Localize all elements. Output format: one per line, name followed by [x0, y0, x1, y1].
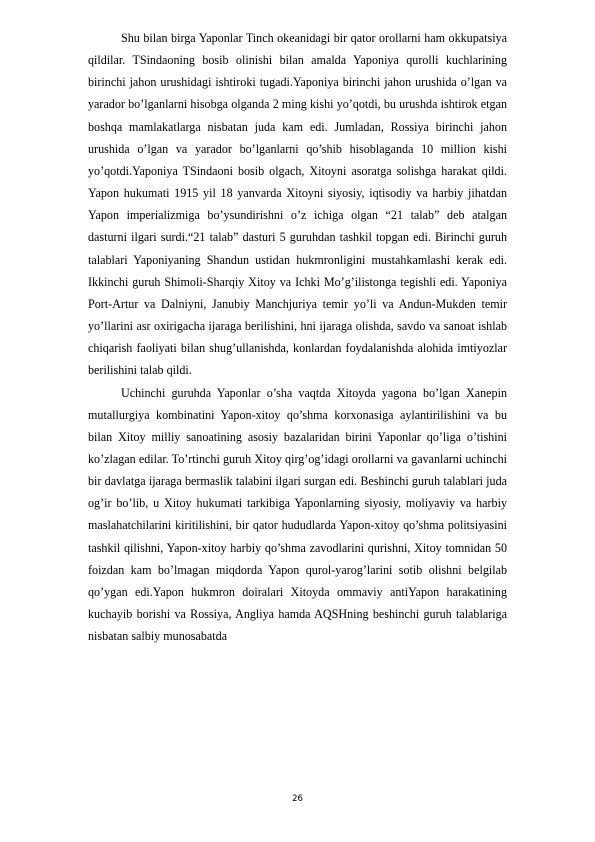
- body-text: [88, 27, 507, 647]
- paragraph-1: Shu bilan birga Yaponlar Tinch okeanidagi bir qator orollarni ham okkupatsiya qildilar. TSindaoning bosib olinishi bilan amalda Yaponiya qurolli kuchlarining birinchi jahon urushidagi ishtiroki tugadi.Yaponiya birinchi jahon urushida o’lgan va yarador bo’lganlarni hisobga olganda 2 ming kishi yo’qotdi, bu urushda ishtirok etgan boshqa mamlakatlarga nisbatan juda kam edi. Jumladan, Rossiya birinchi jahon urushida o’lgan va yarador bo’lganlarni qo’shib hisoblaganda 10 million kishi yo’qotdi.Yaponiya TSindaoni bosib olgach, Xitoyni asoratga solishga harakat qildi. Yapon hukumati 1915 yil 18 yanvarda Xitoyni siyosiy, iqtisodiy va harbiy jihatdan Yapon imperializmiga bo’ysundirishni o’z ichiga olgan “21 talab” deb atalgan dasturni ilgari surdi.“21 talab” dasturi 5 guruhdan tashkil topgan edi. Birinchi guruh talablari Yaponiyaning Shandun ustidan hukmronligini mustahkamlashi kerak edi. Ikkinchi guruh Shimoli-Sharqiy Xitoy va Ichki Mo’g’ilistonga tegishli edi. Yaponiya Port-Artur va Dalniyni, Janubiy Manchjuriya temir yo’li va Andun-Mukden temir yo’llarini asr oxirigacha ijaraga berilishini, hni ijaraga olishda, savdo va sanoat ishlab chiqarish faoliyati bilan shug’ullanishda, konlardan foydalanishda alohida imtiyozlar berilishini talab qildi.: [88, 31, 507, 378]
- paragraph-2: Uchinchi guruhda Yaponlar o’sha vaqtda Xitoyda yagona bo’lgan Xanepin mutallurgiya kombinatini Yapon-xitoy qo’shma korxonasiga aylantirilishini va bu bilan Xitoy milliy sanoatining asosiy bazalaridan birini Yaponlar qo’liga o’tishini ko’zlagan edilar. To’rtinchi guruh Xitoy qirg’og’idagi orollarni va gavanlarni uchinchi bir davlatga ijaraga bermaslik talabini ilgari surgan edi. Beshinchi guruh talablari juda og’ir bo’lib, u Xitoy hukumati tarkibiga Yaponlarning siyosiy, moliyaviy va harbiy maslahatchilarini kiritilishini, bir qator hududlarda Yapon-xitoy qo’shma politsiyasini tashkil qilishni, Yapon-xitoy harbiy qo’shma zavodlarini qurishni, Xitoy tomnidan 50 foizdan kam bo’lmagan miqdorda Yapon qurol-yarog’larini sotib olishni belgilab qo’ygan edi.Yapon hukmron doiralari Xitoyda ommaviy antiYapon harakatining kuchayib borishi va Rossiya, Angliya hamda AQSHning beshinchi guruh talablariga nisbatan salbiy munosabatda: [88, 385, 507, 644]
- page-number: 26: [292, 794, 303, 804]
